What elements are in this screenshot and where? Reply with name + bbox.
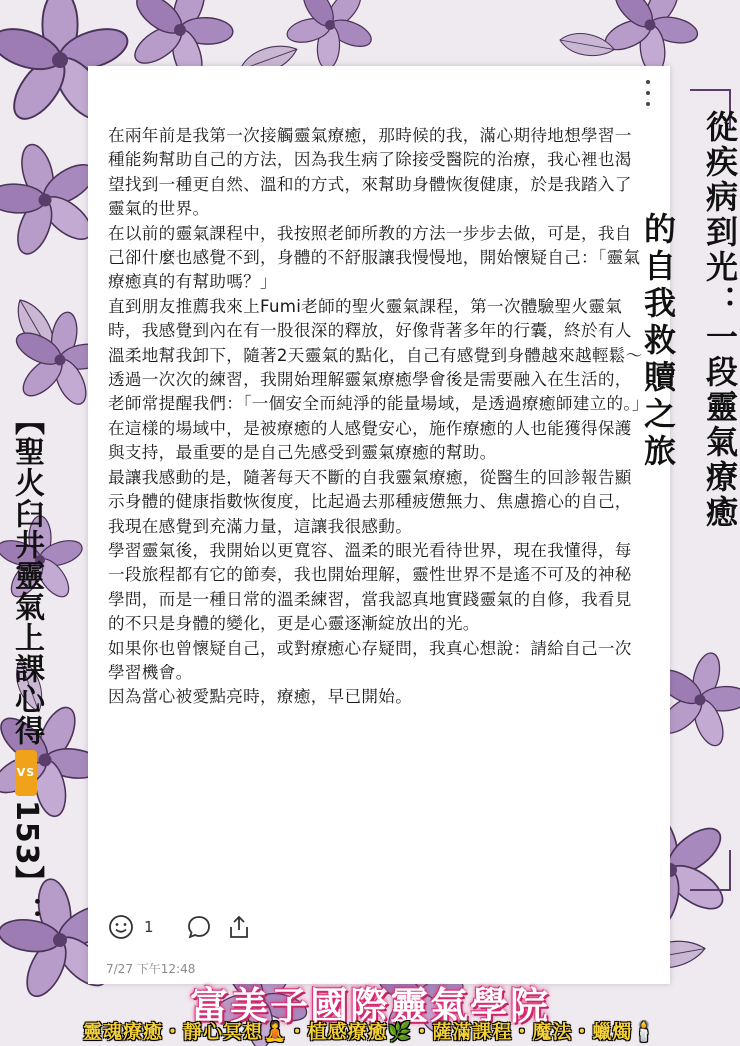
more-vertical-icon[interactable]	[641, 80, 655, 106]
smiley-icon[interactable]	[106, 912, 136, 942]
post-timestamp: 7/27 下午12:48	[106, 962, 196, 976]
comment-icon[interactable]	[184, 912, 214, 942]
post-paragraph: 在兩年前是我第一次接觸靈氣療癒，那時候的我，滿心期待地想學習一種能夠幫助自己的方法，因為我生病了除接受醫院的治療，我心裡也渴望找到一種更自然、溫和的方式，來幫助身體恢復健康，於是我踏入了靈氣的世界。	[108, 126, 632, 219]
post-paragraph: 最讓我感動的是，隨著每天不斷的自我靈氣療癒，從醫生的回診報告顯示身體的健康指數恢復度，比起過去那種疲憊無力、焦慮擔心的自己，我現在感覺到充滿力量，這讓我很感動。	[108, 467, 632, 536]
title-left-column	[6, 405, 46, 928]
post-paragraph: 如果你也曾懷疑自己，或對療癒心存疑問，我真心想說：請給自己一次學習機會。	[108, 638, 632, 682]
post-paragraph: 透過一次次的練習，我開始理解靈氣療癒學會後是需要融入在生活的，老師常提醒我們：「一個安全而純淨的能量場域，是透過療癒師建立的。」在這樣的場域中，是被療癒的人感覺安心，施作療癒的人也能獲得保護與支持，最重要的是自己先感受到靈氣療癒的幫助。	[108, 370, 641, 463]
title-right-column-2: 的自我救贖之旅	[639, 212, 677, 471]
school-name-banner: 富美子國際靈氣學院	[189, 983, 550, 1028]
title-right-column-1: 從疾病到光：一段靈氣療癒	[701, 110, 739, 530]
vs-badge: VS	[15, 750, 37, 796]
title-left-prefix: 【聖火臼井靈氣上課心得	[9, 405, 44, 746]
post-paragraph: 因為當心被愛點亮時，療癒，早已開始。	[108, 687, 413, 707]
post-body	[108, 124, 643, 710]
reaction-count: 1	[144, 918, 154, 936]
post-paragraph: 在以前的靈氣課程中，我按照老師所教的方法一步步去做，可是，我自己卻什麼也感覺不到，身體的不舒服讓我慢慢地，開始懷疑自己：「靈氣療癒真的有幫助嗎？」	[108, 223, 641, 292]
reaction-bar	[106, 912, 254, 942]
title-left-suffix: 153】：	[9, 800, 44, 928]
share-icon[interactable]	[224, 912, 254, 942]
post-paragraph: 學習靈氣後，我開始以更寬容、溫柔的眼光看待世界，現在我懂得，每一段旅程都有它的節奏，我也開始理解，靈性世界不是遙不可及的神秘學問，而是一種日常的溫柔練習，當我認真地實踐靈氣的自修，我看見的不只是身體的變化，更是心靈逐漸綻放出的光。	[108, 540, 632, 634]
post-paragraph: 直到朋友推薦我來上Fumi老師的聖火靈氣課程，第一次體驗聖火靈氣時，我感覺到內在有一股很深的釋放，好像背著多年的行囊，終於有人溫柔地幫我卸下，隨著2天靈氣的點化，自己有感覺到身體越來越輕鬆～	[108, 296, 643, 365]
course-tagline: 靈魂療癒・靜心冥想🧘・植感療癒🌿・薩滿課程・魔法・蠟燭🕯️	[83, 1021, 657, 1043]
